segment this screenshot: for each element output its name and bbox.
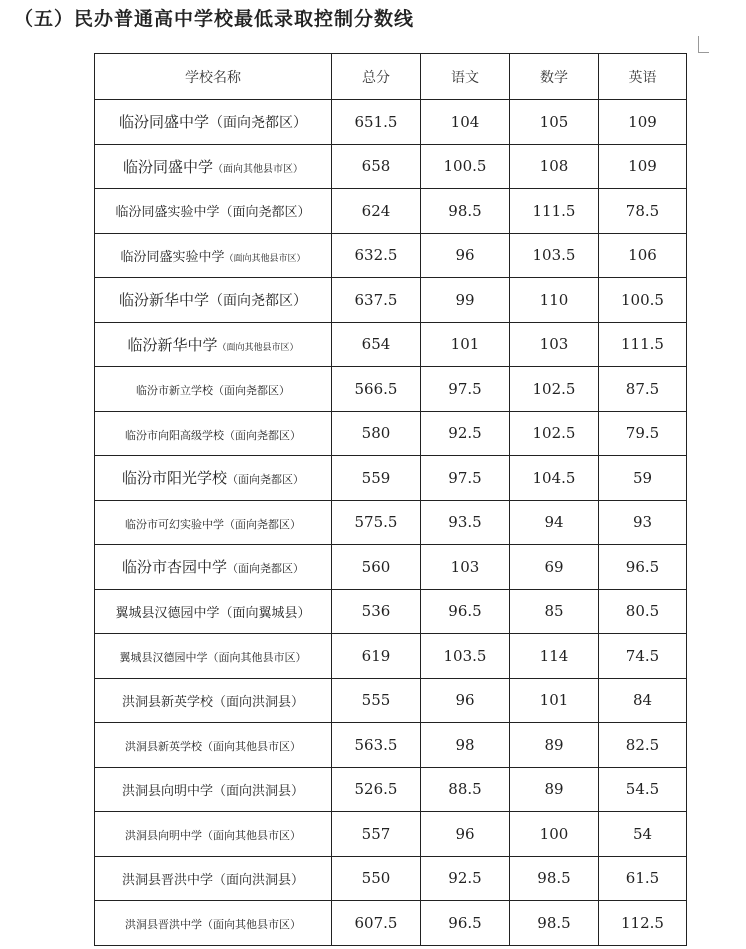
chinese-score: 93.5	[421, 500, 510, 545]
table-header-row	[95, 54, 687, 100]
english-score: 106	[599, 233, 687, 278]
english-score: 84	[599, 678, 687, 723]
english-score: 79.5	[599, 411, 687, 456]
total-score: 566.5	[332, 367, 421, 412]
school-name: 临汾市阳光学校	[121, 469, 227, 488]
table-row	[95, 189, 687, 234]
column-header-english: 英语	[599, 54, 687, 100]
chinese-score: 92.5	[421, 411, 510, 456]
school-scope: （面向翼城县）	[219, 605, 311, 621]
school-cell	[95, 189, 332, 234]
school-scope: （面向尧都区）	[224, 517, 301, 531]
total-score: 559	[332, 456, 421, 501]
table-row	[95, 456, 687, 501]
margin-corner-mark	[698, 36, 709, 53]
english-score: 82.5	[599, 723, 687, 768]
school-scope: （面向洪洞县）	[213, 783, 305, 799]
school-scope: （面向尧都区）	[227, 473, 304, 487]
math-score: 105	[510, 100, 599, 145]
total-score: 560	[332, 545, 421, 590]
school-name: 临汾同盛实验中学	[120, 249, 225, 265]
math-score: 89	[510, 767, 599, 812]
english-score: 87.5	[599, 367, 687, 412]
table-row	[95, 144, 687, 189]
chinese-score: 96	[421, 233, 510, 278]
table-row	[95, 812, 687, 857]
math-score: 102.5	[510, 367, 599, 412]
table-row	[95, 856, 687, 901]
table-row	[95, 545, 687, 590]
school-cell	[95, 856, 332, 901]
school-scope: （面向其他县市区）	[217, 342, 299, 353]
school-name: 临汾同盛中学	[118, 113, 209, 132]
math-score: 100	[510, 812, 599, 857]
math-score: 98.5	[510, 856, 599, 901]
chinese-score: 92.5	[421, 856, 510, 901]
english-score: 59	[599, 456, 687, 501]
school-name: 临汾新华中学	[127, 335, 218, 354]
school-name: 洪洞县向明中学	[121, 783, 213, 799]
table-row	[95, 278, 687, 323]
school-name: 临汾市新立学校	[136, 384, 213, 398]
chinese-score: 96	[421, 678, 510, 723]
school-name: 洪洞县新英学校	[125, 740, 202, 754]
school-name: 临汾市杏园中学	[121, 558, 227, 577]
school-cell	[95, 901, 332, 946]
school-cell	[95, 812, 332, 857]
total-score: 651.5	[332, 100, 421, 145]
school-scope: （面向其他县市区）	[207, 651, 307, 665]
math-score: 103	[510, 322, 599, 367]
english-score: 54	[599, 812, 687, 857]
school-scope: （面向尧都区）	[209, 293, 307, 310]
school-cell	[95, 322, 332, 367]
english-score: 109	[599, 100, 687, 145]
school-cell	[95, 100, 332, 145]
total-score: 619	[332, 634, 421, 679]
chinese-score: 104	[421, 100, 510, 145]
total-score: 624	[332, 189, 421, 234]
math-score: 94	[510, 500, 599, 545]
total-score: 550	[332, 856, 421, 901]
math-score: 69	[510, 545, 599, 590]
total-score: 563.5	[332, 723, 421, 768]
chinese-score: 100.5	[421, 144, 510, 189]
school-cell	[95, 233, 332, 278]
table-row	[95, 901, 687, 946]
total-score: 637.5	[332, 278, 421, 323]
total-score: 557	[332, 812, 421, 857]
total-score: 536	[332, 589, 421, 634]
total-score: 526.5	[332, 767, 421, 812]
english-score: 93	[599, 500, 687, 545]
chinese-score: 98.5	[421, 189, 510, 234]
school-cell	[95, 678, 332, 723]
table-row	[95, 233, 687, 278]
school-cell	[95, 545, 332, 590]
school-cell	[95, 456, 332, 501]
total-score: 632.5	[332, 233, 421, 278]
page-heading: （五）民办普通高中学校最低录取控制分数线	[14, 8, 415, 30]
column-header-school: 学校名称	[95, 54, 332, 100]
school-scope: （面向其他县市区）	[202, 829, 301, 843]
chinese-score: 96.5	[421, 589, 510, 634]
total-score: 658	[332, 144, 421, 189]
english-score: 100.5	[599, 278, 687, 323]
school-name: 翼城县汉德园中学	[119, 651, 208, 665]
table-row	[95, 634, 687, 679]
chinese-score: 97.5	[421, 456, 510, 501]
school-scope: （面向洪洞县）	[213, 694, 305, 710]
math-score: 102.5	[510, 411, 599, 456]
english-score: 80.5	[599, 589, 687, 634]
math-score: 104.5	[510, 456, 599, 501]
school-scope: （面向尧都区）	[209, 115, 307, 132]
chinese-score: 103.5	[421, 634, 510, 679]
english-score: 109	[599, 144, 687, 189]
table-row	[95, 723, 687, 768]
chinese-score: 88.5	[421, 767, 510, 812]
total-score: 607.5	[332, 901, 421, 946]
school-scope: （面向其他县市区）	[224, 253, 306, 264]
english-score: 111.5	[599, 322, 687, 367]
school-name: 翼城县汉德园中学	[115, 605, 220, 621]
math-score: 89	[510, 723, 599, 768]
chinese-score: 97.5	[421, 367, 510, 412]
school-name: 临汾市向阳高级学校	[125, 428, 224, 442]
school-name: 洪洞县向明中学	[125, 829, 202, 843]
table-row	[95, 322, 687, 367]
school-cell	[95, 367, 332, 412]
school-scope: （面向尧都区）	[213, 384, 290, 398]
school-cell	[95, 500, 332, 545]
table-row	[95, 589, 687, 634]
math-score: 110	[510, 278, 599, 323]
table-row	[95, 100, 687, 145]
english-score: 74.5	[599, 634, 687, 679]
school-scope: （面向尧都区）	[224, 428, 301, 442]
chinese-score: 96.5	[421, 901, 510, 946]
total-score: 575.5	[332, 500, 421, 545]
english-score: 54.5	[599, 767, 687, 812]
table-row	[95, 678, 687, 723]
math-score: 111.5	[510, 189, 599, 234]
school-scope: （面向洪洞县）	[213, 872, 305, 888]
math-score: 85	[510, 589, 599, 634]
math-score: 101	[510, 678, 599, 723]
column-header-math: 数学	[510, 54, 599, 100]
chinese-score: 101	[421, 322, 510, 367]
chinese-score: 98	[421, 723, 510, 768]
math-score: 108	[510, 144, 599, 189]
school-cell	[95, 767, 332, 812]
school-name: 临汾同盛中学	[122, 157, 213, 176]
school-scope: （面向其他县市区）	[202, 918, 301, 932]
score-table	[94, 53, 687, 946]
school-cell	[95, 589, 332, 634]
column-header-chinese: 语文	[421, 54, 510, 100]
school-cell	[95, 411, 332, 456]
english-score: 61.5	[599, 856, 687, 901]
table-row	[95, 367, 687, 412]
chinese-score: 103	[421, 545, 510, 590]
school-name: 洪洞县晋洪中学	[121, 872, 213, 888]
english-score: 78.5	[599, 189, 687, 234]
total-score: 654	[332, 322, 421, 367]
table-row	[95, 411, 687, 456]
math-score: 103.5	[510, 233, 599, 278]
math-score: 98.5	[510, 901, 599, 946]
math-score: 114	[510, 634, 599, 679]
school-scope: （面向其他县市区）	[213, 163, 303, 175]
school-name: 临汾新华中学	[118, 291, 209, 310]
school-name: 临汾市可幻实验中学	[125, 517, 224, 531]
school-cell	[95, 144, 332, 189]
school-name: 洪洞县晋洪中学	[125, 918, 202, 932]
school-scope: （面向尧都区）	[227, 562, 304, 576]
english-score: 96.5	[599, 545, 687, 590]
table-row	[95, 500, 687, 545]
school-name: 临汾同盛实验中学	[115, 205, 220, 221]
table-row	[95, 767, 687, 812]
school-cell	[95, 634, 332, 679]
english-score: 112.5	[599, 901, 687, 946]
school-cell	[95, 278, 332, 323]
total-score: 580	[332, 411, 421, 456]
school-scope: （面向尧都区）	[219, 205, 311, 221]
chinese-score: 96	[421, 812, 510, 857]
school-scope: （面向其他县市区）	[202, 740, 301, 754]
school-cell	[95, 723, 332, 768]
school-name: 洪洞县新英学校	[121, 694, 213, 710]
total-score: 555	[332, 678, 421, 723]
chinese-score: 99	[421, 278, 510, 323]
column-header-total: 总分	[332, 54, 421, 100]
